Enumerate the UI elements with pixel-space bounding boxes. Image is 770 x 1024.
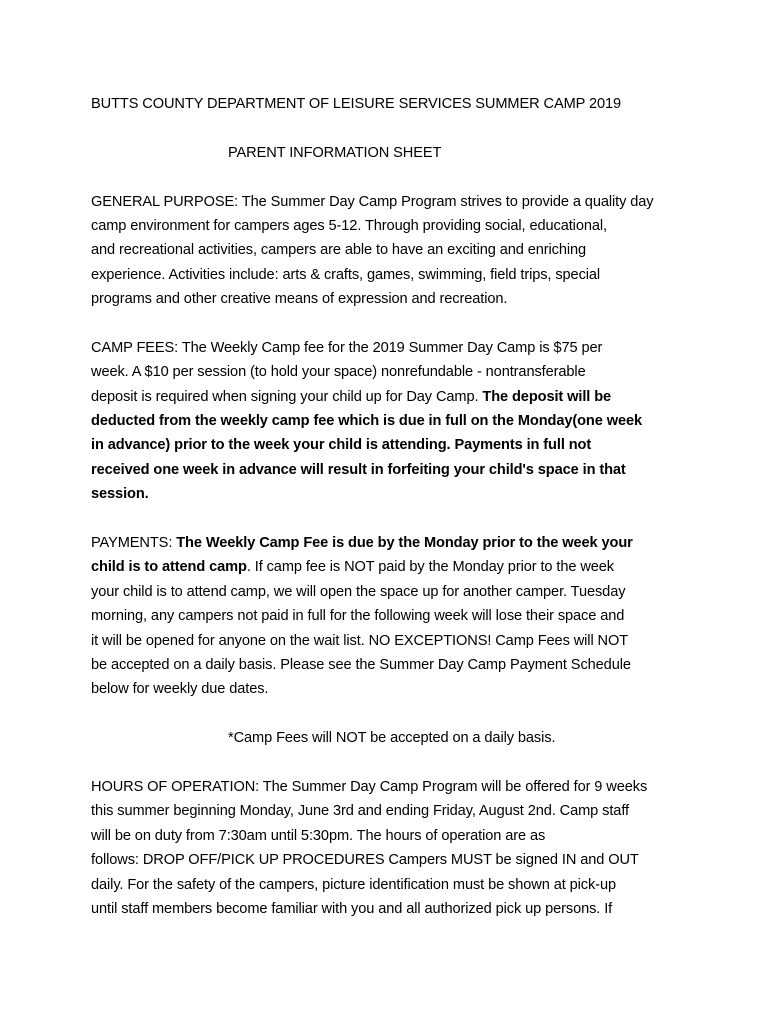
general-purpose-line: programs and other creative means of expression and recreation.: [91, 291, 508, 308]
payments-line: be accepted on a daily basis. Please see the Summer Day Camp Payment Schedule: [91, 656, 631, 673]
payments-line: below for weekly due dates.: [91, 681, 269, 698]
payments-emphasis: The Weekly Camp Fee is due by the Monday prior to the week your: [176, 535, 633, 552]
payments-label: PAYMENTS:: [91, 535, 177, 552]
hours-line: HOURS OF OPERATION: The Summer Day Camp Program will be offered for 9 weeks: [91, 778, 648, 795]
camp-fees-line: CAMP FEES: The Weekly Camp fee for the 2019 Summer Day Camp is $75 per: [91, 339, 603, 356]
camp-fees-emphasis-line: deducted from the weekly camp fee which is due in full on the Monday(one week: [91, 413, 643, 430]
hours-line: until staff members become familiar with you and all authorized pick up persons. If: [91, 900, 613, 917]
document-page: [91, 92, 691, 921]
payments-line: your child is to attend camp, we will open the space up for another camper. Tuesday: [91, 583, 626, 600]
spacer: [91, 702, 691, 726]
payments-line: morning, any campers not paid in full for the following week will lose their space and: [91, 608, 625, 625]
camp-fees-line: week. A $10 per session (to hold your space) nonrefundable - nontransferable: [91, 364, 586, 381]
hours-section: [91, 775, 691, 921]
payments-line: [91, 531, 691, 555]
spacer: [91, 116, 691, 140]
camp-fees-emphasis: The deposit will be: [482, 388, 612, 405]
spacer: [91, 507, 691, 531]
spacer: [91, 312, 691, 336]
general-purpose-line: camp environment for campers ages 5-12. Through providing social, educational,: [91, 217, 607, 234]
general-purpose-line: experience. Activities include: arts & crafts, games, swimming, field trips, special: [91, 266, 601, 283]
payments-section: [91, 531, 691, 702]
camp-fees-emphasis-line: received one week in advance will result in forfeiting your child's space in that: [91, 461, 626, 478]
document-subtitle: PARENT INFORMATION SHEET: [228, 144, 442, 161]
spacer: [91, 165, 691, 189]
camp-fees-note: *Camp Fees will NOT be accepted on a daily basis.: [228, 730, 556, 747]
payments-line: [91, 555, 691, 579]
camp-fees-emphasis-line: session.: [91, 486, 149, 503]
payments-text: . If camp fee is NOT paid by the Monday prior to the week: [246, 559, 614, 576]
hours-line: daily. For the safety of the campers, picture identification must be shown at pick-up: [91, 876, 616, 893]
hours-line: this summer beginning Monday, June 3rd and ending Friday, August 2nd. Camp staff: [91, 803, 629, 820]
camp-fees-emphasis-line: in advance) prior to the week your child is attending. Payments in full not: [91, 437, 592, 454]
spacer: [91, 751, 691, 775]
general-purpose-line: and recreational activities, campers are able to have an exciting and enriching: [91, 242, 587, 259]
payments-line: it will be opened for anyone on the wait list. NO EXCEPTIONS! Camp Fees will NOT: [91, 632, 629, 649]
camp-fees-text: deposit is required when signing your child up for Day Camp.: [91, 388, 483, 405]
general-purpose-section: [91, 190, 691, 312]
document-title: BUTTS COUNTY DEPARTMENT OF LEISURE SERVICES SUMMER CAMP 2019: [91, 96, 622, 112]
camp-fees-line: [91, 385, 691, 409]
camp-fees-section: [91, 336, 691, 507]
payments-emphasis: child is to attend camp: [91, 559, 247, 576]
hours-line: will be on duty from 7:30am until 5:30pm. The hours of operation are as: [91, 827, 546, 844]
general-purpose-line: GENERAL PURPOSE: The Summer Day Camp Program strives to provide a quality day: [91, 193, 654, 210]
hours-line: follows: DROP OFF/PICK UP PROCEDURES Campers MUST be signed IN and OUT: [91, 852, 639, 869]
